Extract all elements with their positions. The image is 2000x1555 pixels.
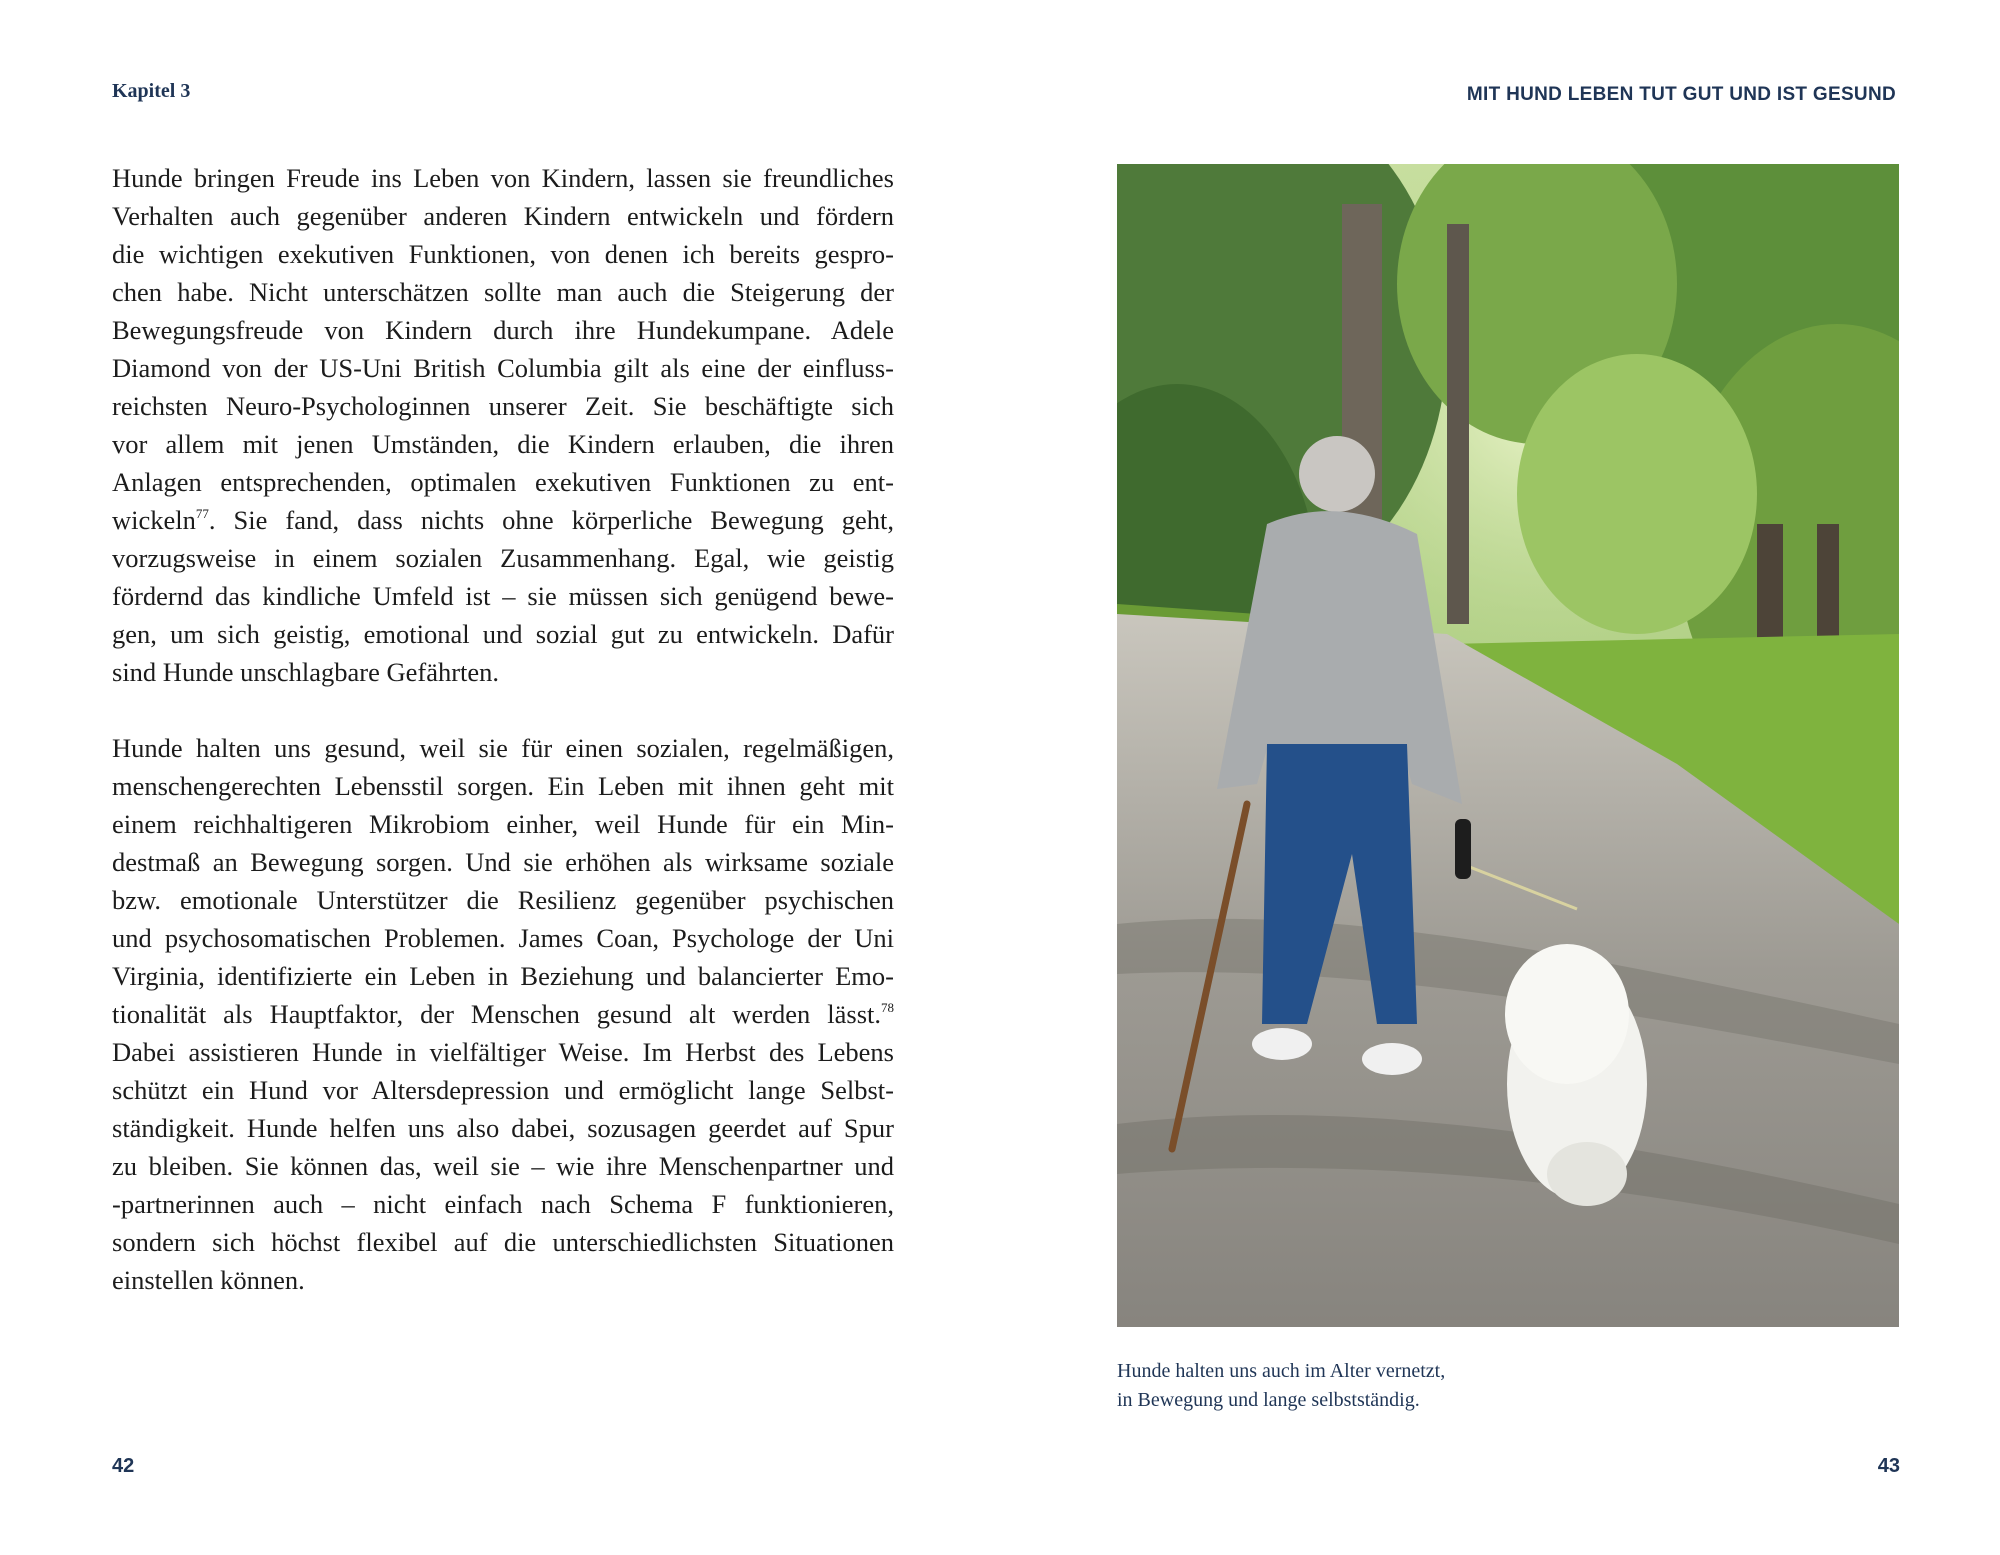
text-line: einstellen können.	[112, 1265, 305, 1295]
footnote-ref-78[interactable]: 78	[881, 1000, 894, 1015]
photo-caption	[1117, 1357, 1717, 1415]
body-text	[112, 159, 894, 1299]
text-line: Verhalten auch gegenüber anderen Kindern entwickeln und fördern	[112, 201, 894, 231]
text-line: menschengerechten Lebensstil sorgen. Ein Leben mit ihnen geht mit	[112, 771, 894, 801]
text-fragment: tionalität als Hauptfaktor, der Menschen gesund alt werden lässt.	[112, 999, 881, 1029]
caption-line: Hunde halten uns auch im Alter vernetzt,	[1117, 1360, 1446, 1382]
text-line: Hunde bringen Freude ins Leben von Kindern, lassen sie freundliches	[112, 163, 894, 193]
text-line: sondern sich höchst flexibel auf die unterschiedlichsten Situationen	[112, 1227, 894, 1257]
text-line: -partnerinnen auch – nicht einfach nach Schema F funktionieren,	[112, 1189, 894, 1219]
text-line: zu bleiben. Sie können das, weil sie – wie ihre Menschenpartner und	[112, 1151, 894, 1181]
text-line: Diamond von der US-Uni British Columbia gilt als eine der einfluss-	[112, 353, 894, 383]
text-line: einem reichhaltigeren Mikrobiom einher, weil Hunde für ein Min-	[112, 809, 894, 839]
text-line: Anlagen entsprechenden, optimalen exekutiven Funktionen zu ent-	[112, 467, 894, 497]
photo-illustration	[1117, 164, 1899, 1327]
text-line-with-footnote	[112, 501, 894, 539]
paragraph-gap	[112, 691, 894, 729]
text-line: ständigkeit. Hunde helfen uns also dabei, sozusagen geerdet auf Spur	[112, 1113, 894, 1143]
text-fragment: wickeln	[112, 505, 196, 535]
text-line: Bewegungsfreude von Kindern durch ihre Hundekumpane. Adele	[112, 315, 894, 345]
text-line: vorzugsweise in einem sozialen Zusammenhang. Egal, wie geistig	[112, 543, 894, 573]
running-head-chapter: Kapitel 3	[112, 80, 191, 102]
text-line: chen habe. Nicht unterschätzen sollte man auch die Steigerung der	[112, 277, 894, 307]
caption-line: in Bewegung und lange selbstständig.	[1117, 1389, 1420, 1411]
text-line: Hunde halten uns gesund, weil sie für einen sozialen, regelmäßigen,	[112, 733, 894, 763]
text-line: Dabei assistieren Hunde in vielfältiger Weise. Im Herbst des Lebens	[112, 1037, 894, 1067]
right-page	[1000, 0, 2000, 1555]
text-line: fördernd das kindliche Umfeld ist – sie müssen sich genügend bewe-	[112, 581, 894, 611]
text-line: die wichtigen exekutiven Funktionen, von denen ich bereits gespro-	[112, 239, 894, 269]
text-line: gen, um sich geistig, emotional und sozial gut zu entwickeln. Dafür	[112, 619, 894, 649]
footnote-ref-77[interactable]: 77	[195, 506, 209, 521]
photo-man-walking-dog	[1117, 164, 1899, 1327]
text-line: und psychosomatischen Problemen. James Coan, Psychologe der Uni	[112, 923, 894, 953]
text-line: reichsten Neuro-Psychologinnen unserer Zeit. Sie beschäftigte sich	[112, 391, 894, 421]
text-line: destmaß an Bewegung sorgen. Und sie erhöhen als wirksame soziale	[112, 847, 894, 877]
text-line: bzw. emotionale Unterstützer die Resilienz gegenüber psychischen	[112, 885, 894, 915]
text-line: Virginia, identifizierte ein Leben in Beziehung und balancierter Emo-	[112, 961, 894, 991]
text-line: schützt ein Hund vor Altersdepression und ermöglicht lange Selbst-	[112, 1075, 894, 1105]
text-line: sind Hunde unschlagbare Gefährten.	[112, 657, 500, 687]
text-fragment: . Sie fand, dass nichts ohne körperliche Bewegung geht,	[208, 505, 894, 535]
page-number-right: 43	[1877, 1455, 1900, 1477]
page-number-left: 42	[112, 1455, 135, 1477]
text-line-with-footnote	[112, 995, 894, 1033]
text-line: vor allem mit jenen Umständen, die Kindern erlauben, die ihren	[112, 429, 894, 459]
running-head-title: MIT HUND LEBEN TUT GUT UND IST GESUND	[1466, 84, 1896, 105]
